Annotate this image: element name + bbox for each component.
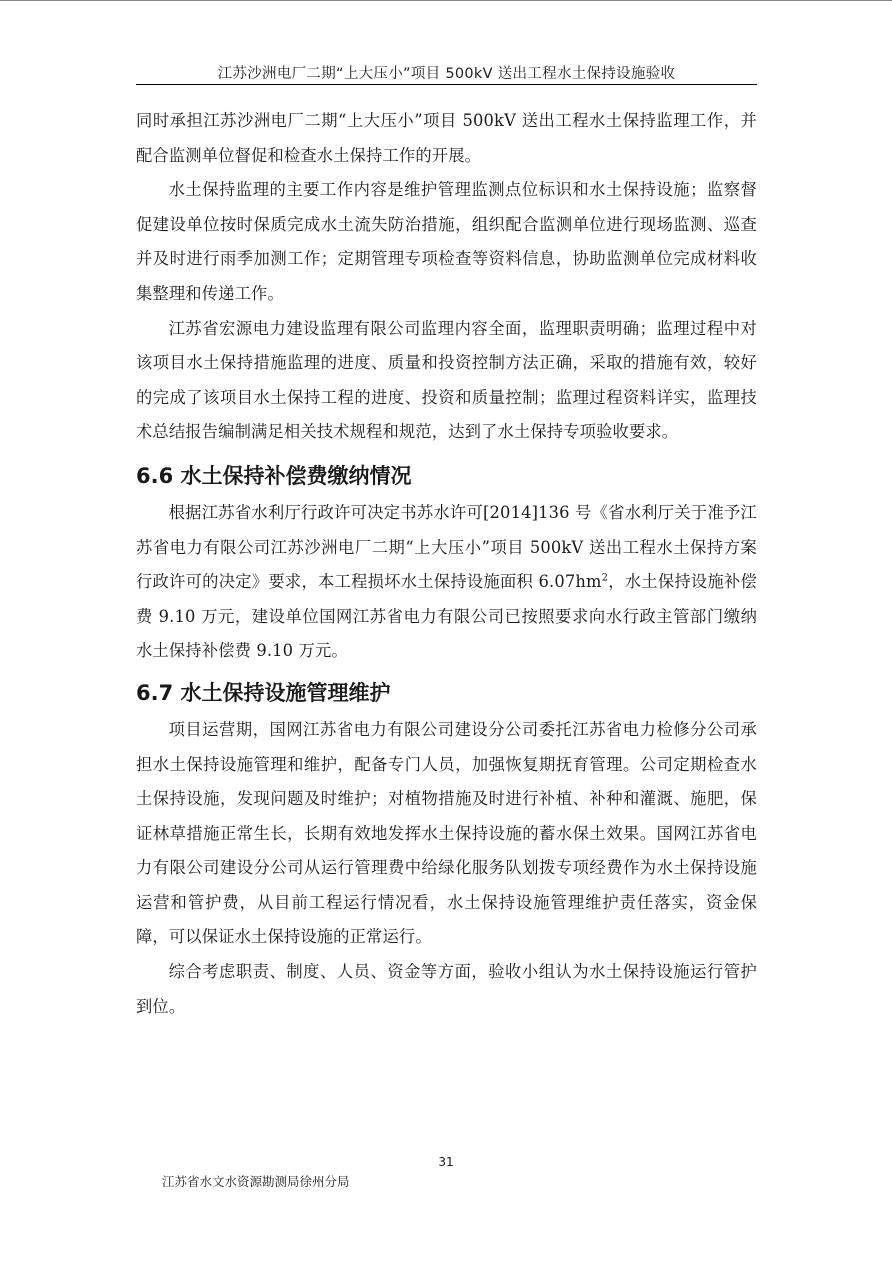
- paragraph-conclusion: 综合考虑职责、制度、人员、资金等方面，验收小组认为水土保持设施运行管护到位。: [136, 962, 757, 1016]
- footer-organization: 江苏省水文水资源勘测局徐州分局: [162, 1174, 350, 1189]
- compensation-text-part1: 根据江苏省水利厅行政许可决定书苏水许可[2014]136 号《省水利厅关于准予江苏省电力有限公司江苏沙洲电厂二期“上大压小”项目 500kV 送出工程水土保持方案行政许可的决定》要求，本工程损坏水土保持设施面积 6.07hm: [136, 502, 757, 592]
- page-number: 31: [438, 1155, 454, 1169]
- section-heading-6-6: 6.6 水土保持补偿费缴纳情况: [136, 463, 412, 488]
- header-rule: [136, 84, 757, 85]
- running-header: 江苏沙洲电厂二期“上大压小”项目 500kV 送出工程水土保持设施验收: [217, 66, 676, 82]
- paragraph-supervision-scope: 同时承担江苏沙洲电厂二期“上大压小”项目 500kV 送出工程水土保持监理工作，并配合监测单位督促和检查水土保持工作的开展。: [136, 111, 757, 165]
- paragraph-supervision-duties: 水土保持监理的主要工作内容是维护管理监测点位标识和水土保持设施；监察督促建设单位按时保质完成水土流失防治措施，组织配合监测单位进行现场监测、巡查并及时进行雨季加测工作；定期管理专项检查等资料信息，协助监测单位完成材料收集整理和传递工作。: [136, 180, 757, 303]
- page-top-border: [0, 0, 892, 1]
- section-heading-6-7: 6.7 水土保持设施管理维护: [136, 680, 391, 705]
- page-content: [136, 104, 757, 1024]
- paragraph-supervision-evaluation: 江苏省宏源电力建设监理有限公司监理内容全面，监理职责明确；监理过程中对该项目水土保持措施监理的进度、质量和投资控制方法正确，采取的措施有效，较好的完成了该项目水土保持工程的进度、投资和质量控制；监理过程资料详实，监理技术总结报告编制满足相关技术规程和规范，达到了水土保持专项验收要求。: [136, 318, 757, 442]
- area-unit-superscript: 2: [601, 572, 609, 584]
- paragraph-maintenance: 项目运营期，国网江苏省电力有限公司建设分公司委托江苏省电力检修分公司承担水土保持设施管理和维护，配备专门人员，加强恢复期抚育管理。公司定期检查水土保持设施，发现问题及时维护；对植物措施及时进行补植、补种和灌溉、施肥，保证林草措施正常生长，长期有效地发挥水土保持设施的蓄水保土效果。国网江苏省电力有限公司建设分公司从运行管理费中给绿化服务队划拨专项经费作为水土保持设施运营和管护费，从目前工程运行情况看，水土保持设施管理维护责任落实，资金保障，可以保证水土保持设施的正常运行。: [136, 719, 757, 947]
- compensation-text-part2: ，水土保持设施补偿费 9.10 万元，建设单位国网江苏省电力有限公司已按照要求向水行政主管部门缴纳水土保持补偿费 9.10 万元。: [136, 572, 757, 661]
- paragraph-compensation-fee: [136, 496, 757, 669]
